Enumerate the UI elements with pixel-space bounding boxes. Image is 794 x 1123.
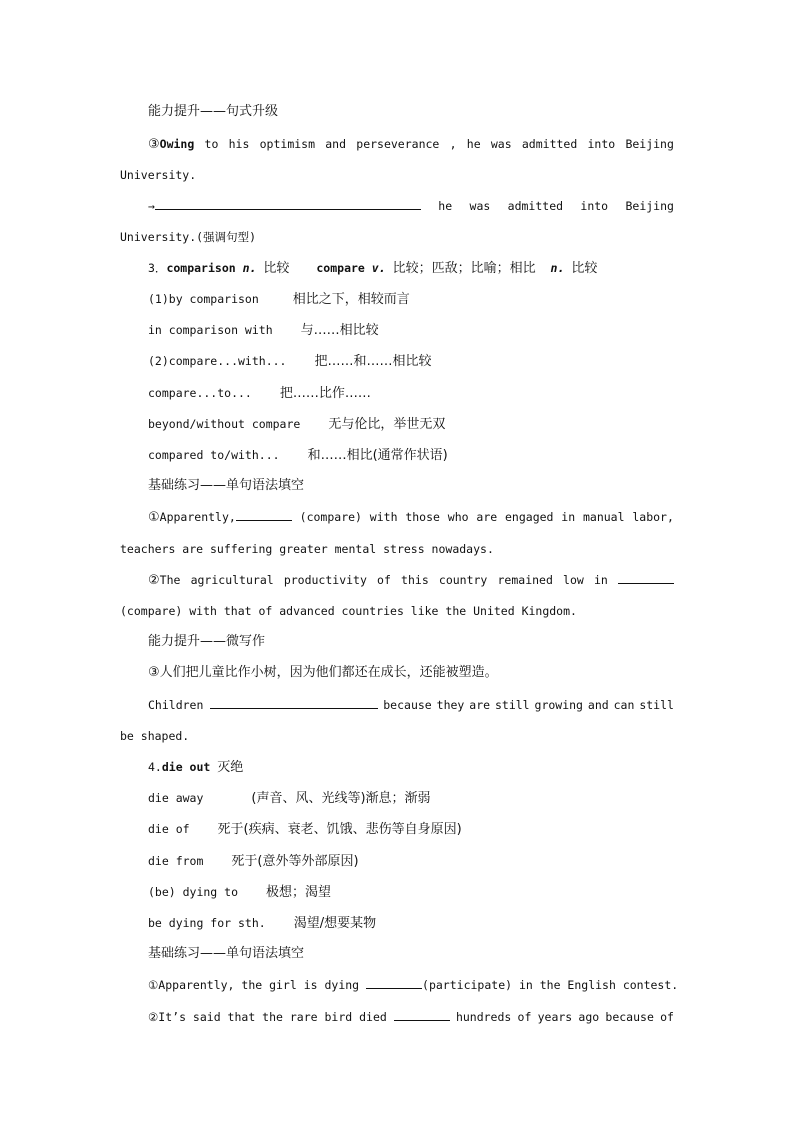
headword: comparison (166, 261, 236, 275)
word: in (593, 573, 608, 587)
part-of-speech: n. (550, 261, 565, 275)
word: still (494, 698, 530, 712)
section-heading-basic-practice: 基础练习——单句语法填空 (148, 946, 305, 961)
word: of (377, 573, 391, 587)
phrase-cn: 极想；渴望 (266, 885, 332, 900)
phrase-en: (2)compare...with... (148, 354, 287, 368)
word: Apparently, (159, 510, 236, 524)
phrase-row (148, 414, 674, 434)
meaning: 灭绝 (217, 760, 244, 775)
word: productivity (283, 573, 367, 587)
word: growing (534, 698, 583, 712)
word: because (383, 698, 432, 712)
part-of-speech: n. (242, 261, 257, 275)
word: remained (497, 573, 553, 587)
phrase-en: compared to/with... (148, 448, 280, 462)
word: and (587, 698, 609, 712)
entry-number: 4. (148, 760, 162, 774)
exercise-line (148, 1007, 674, 1027)
exercise-text: ②It’s said that the rare bird died (148, 1010, 387, 1024)
answer-blank[interactable] (236, 507, 292, 521)
answer-blank[interactable] (618, 570, 674, 584)
word: admitted (507, 199, 564, 213)
phrase-row (148, 445, 674, 465)
entry-heading-die-out (148, 757, 674, 777)
word: optimism (259, 137, 316, 151)
meaning: 比较 (571, 261, 598, 276)
answer-blank[interactable] (394, 1007, 450, 1021)
word: Beijing (625, 199, 674, 213)
word: still (639, 698, 674, 712)
phrase-cn: 和……相比(通常作状语) (307, 448, 448, 463)
phrase-cn: 相比之下，相较而言 (292, 292, 410, 307)
word: engaged (505, 510, 554, 524)
word: and (325, 137, 347, 151)
word: admitted (521, 137, 578, 151)
phrase-cn: (声音、风、光线等)渐息；渐弱 (251, 791, 431, 806)
exercise-line (148, 975, 679, 995)
meaning: 比较 (263, 261, 290, 276)
word: they (436, 698, 465, 712)
word: in (561, 510, 576, 524)
phrase-en: die away (148, 791, 204, 805)
word: ago (578, 1010, 600, 1024)
word: hundreds (455, 1010, 512, 1024)
answer-start (148, 196, 421, 216)
word: into (587, 137, 616, 151)
word: are (476, 510, 498, 524)
exercise-start (148, 507, 292, 527)
phrase-cn: 把……比作…… (279, 386, 371, 401)
exercise-marker: ① (148, 510, 160, 525)
phrase-row (148, 788, 674, 808)
phrase-row (148, 351, 674, 371)
word: this (401, 573, 429, 587)
word: (compare) (299, 510, 362, 524)
exercise-line (148, 695, 674, 715)
word: labor, (632, 510, 674, 524)
word: manual (582, 510, 625, 524)
word: perseverance (356, 137, 440, 151)
word: into (580, 199, 609, 213)
word: to (204, 137, 219, 151)
word: are (469, 698, 491, 712)
word: those (405, 510, 440, 524)
word: can (613, 698, 635, 712)
phrase-row (148, 851, 674, 871)
word: of (517, 1010, 532, 1024)
phrase-cn: 无与伦比，举世无双 (328, 417, 446, 432)
entry-heading-comparison (148, 258, 674, 278)
phrase-en: (be) dying to (148, 885, 239, 899)
phrase-en: die of (148, 822, 190, 836)
phrase-en: die from (148, 854, 204, 868)
exercise-prompt: ③人们把儿童比作小树，因为他们都还在成长，还能被塑造。 (148, 665, 498, 680)
word: low (563, 573, 584, 587)
word: Beijing (625, 137, 674, 151)
exercise-line (148, 134, 674, 154)
word: who (447, 510, 469, 524)
exercise-start (148, 570, 180, 590)
word: Children (148, 698, 204, 712)
phrase-cn: 把……和……相比较 (314, 354, 432, 369)
phrase-en: be dying for sth. (148, 916, 266, 930)
word: because (605, 1010, 654, 1024)
answer-blank[interactable] (366, 975, 422, 989)
exercise-line-continued: University. (120, 168, 197, 182)
phrase-row (148, 320, 674, 340)
exercise-start (148, 1007, 450, 1027)
phrase-cn: 死于(意外等外部原因) (231, 854, 359, 869)
word: his (228, 137, 250, 151)
phrase-row (148, 913, 674, 933)
answer-blank[interactable] (210, 695, 378, 709)
word: of (660, 1010, 674, 1024)
exercise-line (148, 507, 674, 527)
word: was (469, 199, 491, 213)
exercise-marker: ③ (148, 137, 160, 152)
headword: compare (316, 261, 365, 275)
word: with (369, 510, 398, 524)
answer-blank[interactable] (155, 196, 421, 210)
exercise-line-continued: teachers are suffering greater mental stress nowadays. (120, 542, 494, 556)
word: , (449, 137, 457, 151)
word: was (490, 137, 512, 151)
phrase-row (148, 289, 674, 309)
exercise-start (148, 134, 194, 154)
phrase-en: (1)by comparison (148, 292, 259, 306)
section-heading-basic-practice: 基础练习——单句语法填空 (148, 478, 305, 493)
phrase-en: in comparison with (148, 323, 273, 337)
section-heading-micro-writing: 能力提升——微写作 (148, 634, 266, 649)
word: The (159, 573, 181, 587)
exercise-line-continued: be shaped. (120, 729, 190, 743)
phrase-cn: 死于(疾病、衰老、饥饿、悲伤等自身原因) (217, 822, 462, 837)
entry-number: 3． (148, 261, 167, 275)
exercise-text: (participate) in the English contest. (422, 978, 679, 992)
phrase-row (148, 819, 674, 839)
word: years (537, 1010, 573, 1024)
keyword: Owing (159, 137, 195, 151)
word: he (466, 137, 481, 151)
phrase-cn: 与……相比较 (300, 323, 379, 338)
part-of-speech: v. (371, 261, 386, 275)
phrase-row (148, 383, 674, 403)
exercise-text: ①Apparently, the girl is dying (148, 978, 360, 992)
exercise-line (148, 570, 674, 590)
phrase-row (148, 882, 674, 902)
arrow-icon: → (148, 199, 155, 213)
word: he (438, 199, 453, 213)
answer-line (148, 196, 674, 216)
headword: die out (161, 760, 211, 774)
meaning: 比较；匹敌；比喻；相比 (392, 261, 536, 276)
phrase-en: compare...to... (148, 386, 252, 400)
phrase-cn: 渴望/想要某物 (293, 916, 377, 931)
word: country (438, 573, 488, 587)
word: agricultural (190, 573, 274, 587)
exercise-marker: ② (148, 573, 160, 588)
section-heading-sentence-upgrade: 能力提升——句式升级 (148, 104, 279, 119)
phrase-en: beyond/without compare (148, 417, 301, 431)
exercise-start (148, 695, 378, 715)
exercise-line-continued: (compare) with that of advanced countries like the United Kingdom. (120, 604, 577, 618)
answer-line-continued: University.(强调句型) (120, 230, 257, 244)
